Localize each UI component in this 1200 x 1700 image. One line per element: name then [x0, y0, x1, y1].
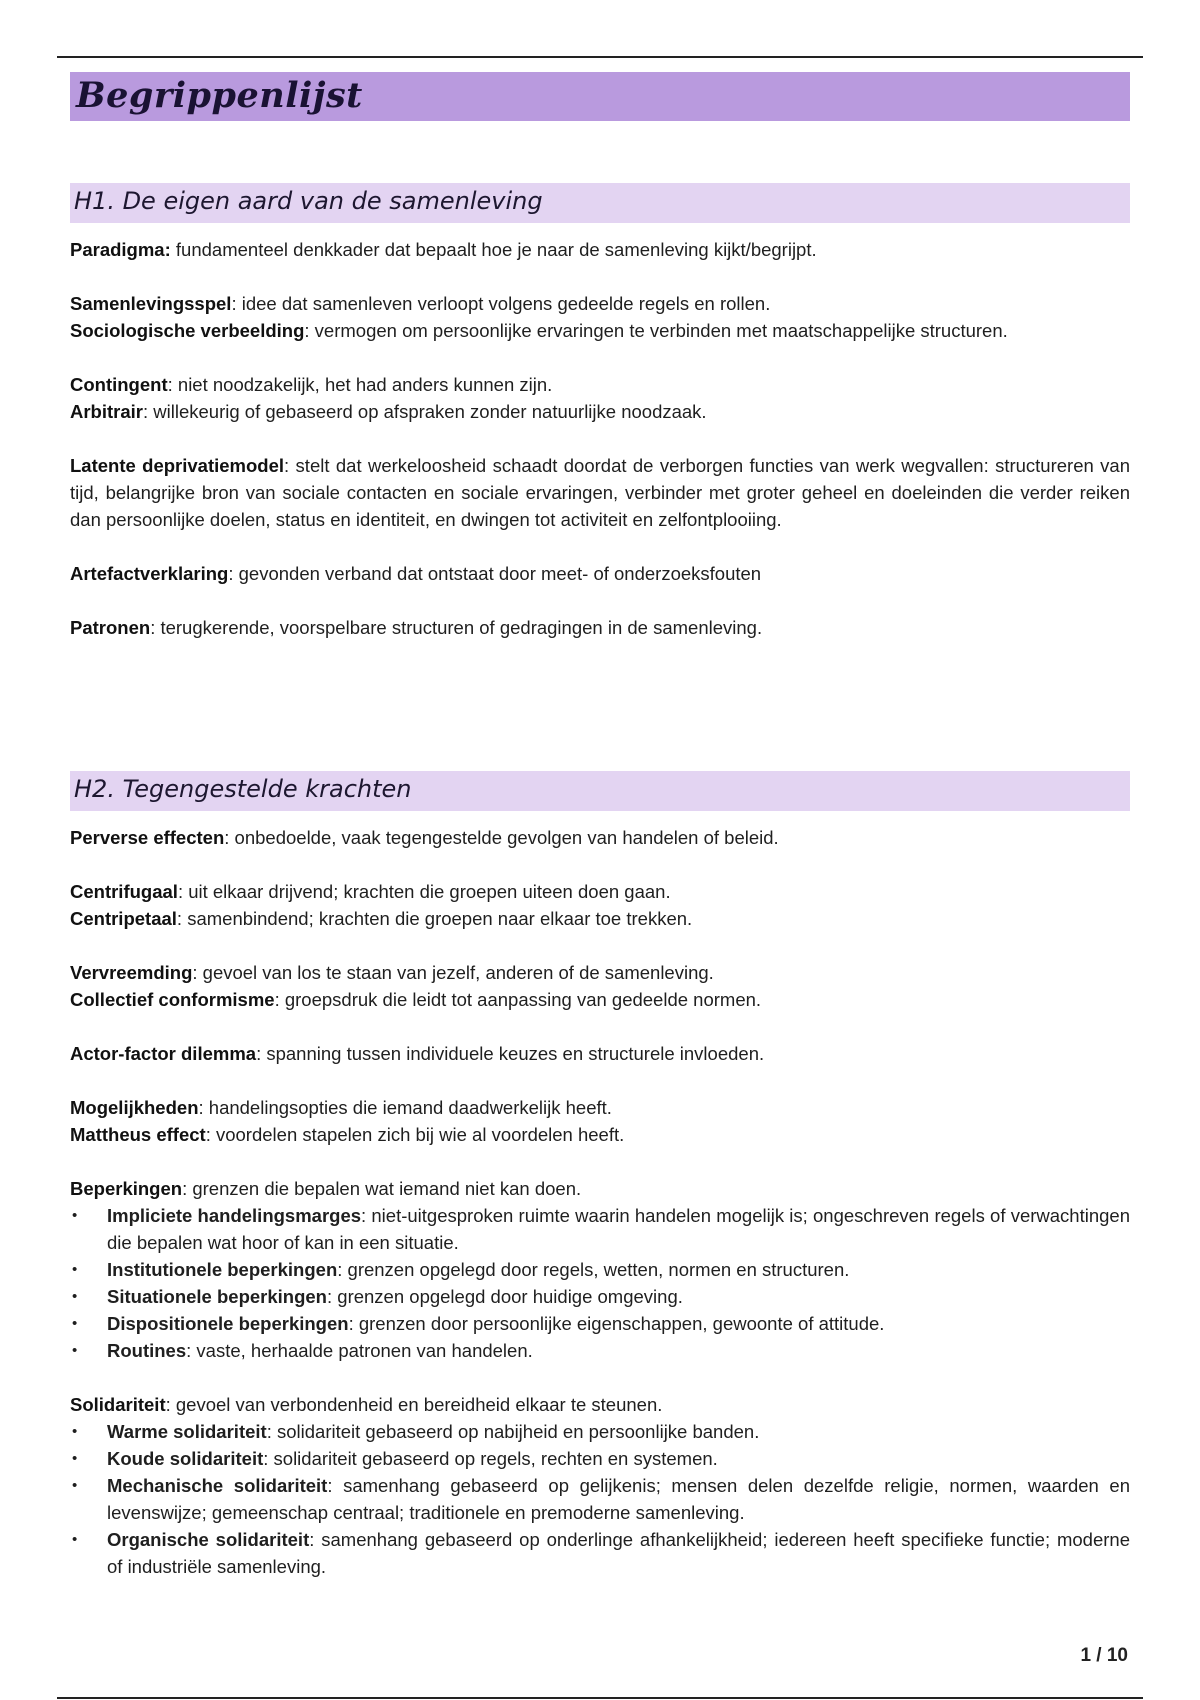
- document-title: Begrippenlijst: [70, 72, 1130, 121]
- subterm-list: [70, 1418, 1130, 1580]
- term-group: [70, 1391, 1130, 1580]
- term-definition: : groepsdruk die leidt tot aanpassing van gedeelde normen.: [274, 989, 762, 1010]
- term-entry: [70, 236, 1130, 263]
- term-list: [70, 236, 1130, 641]
- term-entry: [70, 1391, 1130, 1418]
- subterm-name: Dispositionele beperkingen: [107, 1313, 349, 1334]
- term-group: [70, 1175, 1130, 1364]
- subterm-definition: : solidariteit gebaseerd op nabijheid en persoonlijke banden.: [266, 1421, 760, 1442]
- subterm-name: Koude solidariteit: [107, 1448, 264, 1469]
- term-entry: [70, 1121, 1130, 1148]
- subterm-definition: : niet-uitgesproken ruimte waarin handelen mogelijk is; ongeschreven regels of verwachtingen die bepalen wat hoor of kan in een situatie.: [107, 1205, 1130, 1253]
- term-definition: : grenzen die bepalen wat iemand niet kan doen.: [182, 1178, 582, 1199]
- term-name: Actor-factor dilemma: [70, 1043, 257, 1064]
- term-group: [70, 371, 1130, 425]
- section-heading: H2. Tegengestelde krachten: [70, 771, 1130, 811]
- term-name: Centrifugaal: [70, 881, 178, 902]
- term-entry: [70, 290, 1130, 317]
- term-name: Arbitrair: [70, 401, 143, 422]
- term-name: Perverse effecten: [70, 827, 225, 848]
- subterm-item: [70, 1202, 1130, 1256]
- section-h2: [70, 771, 1130, 1607]
- term-entry: [70, 371, 1130, 398]
- term-name: Collectief conformisme: [70, 989, 275, 1010]
- subterm-definition: : vaste, herhaalde patronen van handelen.: [186, 1340, 533, 1361]
- term-entry: [70, 317, 1130, 344]
- term-name: Latente deprivatiemodel: [70, 455, 285, 476]
- term-group: [70, 560, 1130, 587]
- term-definition: : idee dat samenleven verloopt volgens gedeelde regels en rollen.: [231, 293, 771, 314]
- term-name: Artefactverklaring: [70, 563, 229, 584]
- term-name: Mattheus effect: [70, 1124, 206, 1145]
- term-name: Contingent: [70, 374, 168, 395]
- term-entry: [70, 1175, 1130, 1202]
- term-definition: : gevonden verband dat ontstaat door meet- of onderzoeksfouten: [228, 563, 762, 584]
- page-number: 1 / 10: [1080, 1645, 1128, 1666]
- term-entry: [70, 614, 1130, 641]
- subterm-definition: : samenhang gebaseerd op onderlinge afhankelijkheid; iedereen heeft specifieke functie; moderne of industriële samenleving.: [107, 1529, 1130, 1577]
- term-group: [70, 1094, 1130, 1148]
- subterm-name: Impliciete handelingsmarges: [107, 1205, 362, 1226]
- term-name: Solidariteit: [70, 1394, 166, 1415]
- term-definition: : onbedoelde, vaak tegengestelde gevolgen van handelen of beleid.: [224, 827, 779, 848]
- subterm-item: [70, 1283, 1130, 1310]
- subterm-definition: : solidariteit gebaseerd op regels, rechten en systemen.: [263, 1448, 718, 1469]
- term-list: [70, 824, 1130, 1580]
- term-name: Samenlevingsspel: [70, 293, 232, 314]
- subterm-name: Warme solidariteit: [107, 1421, 267, 1442]
- term-entry: [70, 1094, 1130, 1121]
- term-entry: [70, 824, 1130, 851]
- subterm-definition: : samenhang gebaseerd op gelijkenis; mensen delen dezelfde religie, normen, waarden en levenswijze; gemeenschap centraal; traditionele en premoderne samenleving.: [107, 1475, 1130, 1523]
- subterm-name: Routines: [107, 1340, 187, 1361]
- term-entry: [70, 905, 1130, 932]
- term-group: [70, 959, 1130, 1013]
- subterm-item: [70, 1526, 1130, 1580]
- term-definition: : willekeurig of gebaseerd op afspraken zonder natuurlijke noodzaak.: [143, 401, 707, 422]
- term-definition: : handelingsopties die iemand daadwerkelijk heeft.: [198, 1097, 612, 1118]
- term-group: [70, 878, 1130, 932]
- top-rule: [57, 56, 1143, 58]
- term-name: Vervreemding: [70, 962, 193, 983]
- term-definition: : stelt dat werkeloosheid schaadt doordat de verborgen functies van werk wegvallen: structureren van tijd, belangrijke bron van sociale contacten en sociale ervaringen, verbinder met groter geheel en doeleinden die verder reiken dan persoonlijke doelen, status en identiteit, en dwingen tot activiteit en zelfontplooiing.: [70, 455, 1130, 530]
- term-group: [70, 236, 1130, 263]
- section-h1: [70, 183, 1130, 668]
- term-name: Paradigma:: [70, 239, 171, 260]
- term-entry: [70, 560, 1130, 587]
- term-group: [70, 824, 1130, 851]
- term-group: [70, 452, 1130, 533]
- term-name: Sociologische verbeelding: [70, 320, 305, 341]
- term-entry: [70, 959, 1130, 986]
- term-group: [70, 614, 1130, 641]
- subterm-definition: : grenzen door persoonlijke eigenschappen, gewoonte of attitude.: [348, 1313, 885, 1334]
- term-definition: : spanning tussen individuele keuzes en structurele invloeden.: [256, 1043, 765, 1064]
- subterm-item: [70, 1472, 1130, 1526]
- term-group: [70, 1040, 1130, 1067]
- term-definition: : vermogen om persoonlijke ervaringen te verbinden met maatschappelijke structuren.: [304, 320, 1008, 341]
- term-definition: : samenbindend; krachten die groepen naar elkaar toe trekken.: [176, 908, 693, 929]
- subterm-name: Situationele beperkingen: [107, 1286, 327, 1307]
- subterm-item: [70, 1418, 1130, 1445]
- term-definition: : terugkerende, voorspelbare structuren of gedragingen in de samenleving.: [150, 617, 763, 638]
- subterm-name: Institutionele beperkingen: [107, 1259, 338, 1280]
- subterm-item: [70, 1256, 1130, 1283]
- term-name: Mogelijkheden: [70, 1097, 199, 1118]
- subterm-name: Mechanische solidariteit: [107, 1475, 328, 1496]
- subterm-name: Organische solidariteit: [107, 1529, 310, 1550]
- term-name: Beperkingen: [70, 1178, 183, 1199]
- subterm-item: [70, 1337, 1130, 1364]
- term-entry: [70, 878, 1130, 905]
- term-definition: : uit elkaar drijvend; krachten die groepen uiteen doen gaan.: [177, 881, 671, 902]
- subterm-item: [70, 1310, 1130, 1337]
- term-entry: [70, 986, 1130, 1013]
- term-entry: [70, 452, 1130, 533]
- bottom-rule: [57, 1697, 1143, 1699]
- subterm-list: [70, 1202, 1130, 1364]
- term-name: Centripetaal: [70, 908, 177, 929]
- subterm-definition: : grenzen opgelegd door regels, wetten, normen en structuren.: [337, 1259, 850, 1280]
- term-definition: : niet noodzakelijk, het had anders kunnen zijn.: [167, 374, 553, 395]
- subterm-item: [70, 1445, 1130, 1472]
- term-definition: : voordelen stapelen zich bij wie al voordelen heeft.: [205, 1124, 625, 1145]
- term-name: Patronen: [70, 617, 151, 638]
- term-definition: : gevoel van los te staan van jezelf, anderen of de samenleving.: [192, 962, 714, 983]
- term-entry: [70, 398, 1130, 425]
- term-definition: : gevoel van verbondenheid en bereidheid elkaar te steunen.: [165, 1394, 663, 1415]
- section-heading: H1. De eigen aard van de samenleving: [70, 183, 1130, 223]
- subterm-definition: : grenzen opgelegd door huidige omgeving.: [327, 1286, 683, 1307]
- term-entry: [70, 1040, 1130, 1067]
- term-group: [70, 290, 1130, 344]
- term-definition: fundamenteel denkkader dat bepaalt hoe je naar de samenleving kijkt/begrijpt.: [170, 239, 817, 260]
